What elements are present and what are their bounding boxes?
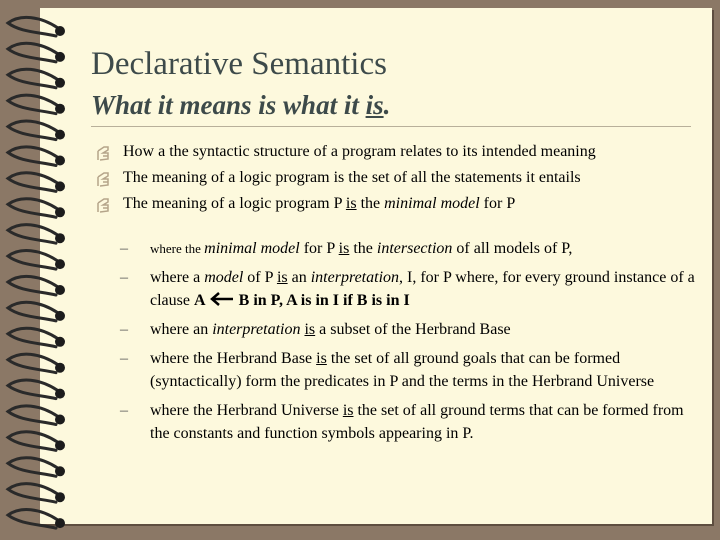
bullet-item: The meaning of a logic program is the set of all the statements it entails [96, 169, 696, 195]
title-divider [91, 126, 691, 127]
pointing-hand-icon [96, 145, 110, 161]
left-arrow-icon [209, 292, 235, 306]
bullet-item: The meaning of a logic program P is the minimal model for P [96, 195, 696, 221]
spiral-ring-icon [8, 406, 65, 425]
spiral-ring-icon [8, 69, 65, 88]
sub-bullet-item: – where the Herbrand Base is the set of all ground goals that can be formed (syntactically) form the predicates in P and the terms in the Herbrand Universe [120, 347, 700, 393]
dash-marker: – [120, 321, 128, 338]
dash-marker: – [120, 402, 128, 419]
spiral-ring-icon [8, 225, 65, 244]
slide-page [40, 8, 712, 524]
bullet-item: How a the syntactic structure of a program relates to its intended meaning [96, 143, 696, 169]
spiral-ring-icon [8, 95, 65, 114]
spiral-ring-icon [8, 251, 65, 270]
slide-subtitle: What it means is what it is. [91, 90, 391, 120]
spiral-ring-icon [8, 354, 65, 373]
sub-bullet-item: – where an interpretation is a subset of the Herbrand Base [120, 318, 700, 341]
pointing-hand-icon [96, 197, 110, 213]
spiral-ring-icon [8, 510, 65, 529]
spiral-ring-icon [8, 328, 65, 347]
dash-marker: – [120, 240, 128, 257]
spiral-ring-icon [8, 276, 65, 295]
spiral-ring-icon [8, 121, 65, 140]
sub-bullet-item: – where a model of P is an interpretation, I, for P where, for every ground instance of a clause A B in P, A is in I if B is in I [120, 266, 700, 312]
spiral-ring-icon [8, 173, 65, 192]
spiral-ring-icon [8, 302, 65, 321]
sub-bullet-list [120, 237, 700, 451]
spiral-ring-icon [8, 17, 65, 36]
spiral-ring-icon [8, 147, 65, 166]
spiral-ring-icon [8, 458, 65, 477]
dash-marker: – [120, 350, 128, 367]
spiral-ring-icon [8, 199, 65, 218]
spiral-ring-icon [8, 484, 65, 503]
spiral-ring-icon [8, 432, 65, 451]
sub-bullet-item: – where the Herbrand Universe is the set of all ground terms that can be formed from the constants and function symbols appearing in P. [120, 399, 700, 445]
spiral-ring-icon [8, 380, 65, 399]
bullet-list [96, 143, 696, 221]
sub-bullet-item: – where the minimal model for P is the intersection of all models of P, [120, 237, 700, 260]
slide-title: Declarative Semantics [91, 46, 387, 82]
dash-marker: – [120, 269, 128, 286]
pointing-hand-icon [96, 171, 110, 187]
spiral-binding [0, 0, 80, 540]
spiral-ring-icon [8, 43, 65, 62]
